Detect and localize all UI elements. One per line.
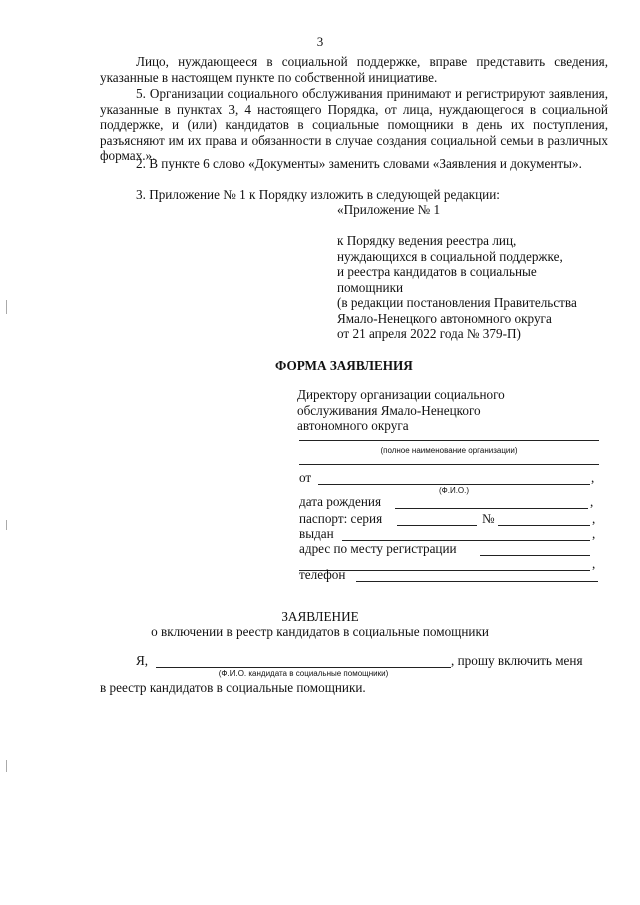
appendix-line: Ямало-Ненецкого автономного округа — [337, 310, 552, 326]
candidate-name-line[interactable] — [156, 667, 451, 668]
phone-label: телефон — [299, 567, 346, 582]
comma: , — [591, 470, 595, 485]
org-hint: (полное наименование организации) — [380, 446, 518, 455]
address-line[interactable] — [480, 555, 590, 556]
scan-mark — [6, 300, 7, 314]
fio-line[interactable] — [318, 484, 590, 485]
paragraph-4: 3. Приложение № 1 к Порядку изложить в следующей редакции: — [136, 187, 500, 202]
appendix-caption — [337, 233, 577, 342]
from-label: от — [299, 470, 312, 485]
statement-title: ЗАЯВЛЕНИЕ — [281, 609, 359, 624]
phone-line[interactable] — [356, 581, 598, 582]
comma: , — [592, 511, 596, 526]
org-name-line-2[interactable] — [299, 464, 599, 465]
addressee-line: обслуживания Ямало-Ненецкого — [297, 402, 481, 418]
passport-series-label: паспорт: серия — [299, 511, 383, 526]
issued-label: выдан — [299, 526, 334, 541]
comma: , — [592, 526, 596, 541]
scan-mark — [6, 520, 7, 530]
paragraph-2: 5. Организации социального обслуживания принимают и регистрируют заявления, указанные в пунктах 3, 4 настоящего Порядка, от лица, нуждающегося в социальной поддержке, и (или) кандидатов в социальные помощники в день их поступления, разъясняют им их права и обязанности в случае создания социальной семьи в различных формах.». — [100, 86, 608, 163]
passport-series-line[interactable] — [397, 525, 477, 526]
page-number: 3 — [316, 34, 324, 49]
statement-continuation: в реестр кандидатов в социальные помощники. — [100, 680, 366, 695]
paragraph-1: Лицо, нуждающееся в социальной поддержке, вправе представить сведения, указанные в настоящем пункте по собственной инициативе. — [100, 54, 608, 85]
request-text: , прошу включить меня — [451, 653, 583, 668]
scan-mark — [6, 760, 7, 772]
comma: , — [590, 494, 594, 509]
passport-no-label: № — [482, 511, 495, 526]
addressee — [297, 387, 505, 434]
candidate-hint: (Ф.И.О. кандидата в социальные помощники) — [218, 669, 389, 678]
birth-date-label: дата рождения — [299, 494, 382, 509]
passport-no-line[interactable] — [498, 525, 590, 526]
appendix-line: и реестра кандидатов в социальные — [337, 264, 537, 279]
appendix-line: от 21 апреля 2022 года № 379-П) — [337, 326, 521, 341]
appendix-line: (в редакции постановления Правительства — [337, 295, 577, 310]
appendix-line: к Порядку ведения реестра лиц, — [337, 233, 517, 248]
address-label: адрес по месту регистрации — [299, 541, 457, 556]
addressee-line: Директору организации социального — [297, 387, 505, 402]
birth-date-line[interactable] — [395, 508, 588, 509]
i-label: Я, — [136, 653, 149, 668]
statement-subtitle: о включении в реестр кандидатов в социальные помощники — [151, 624, 489, 639]
appendix-line: помощники — [337, 279, 404, 295]
appendix-title: «Приложение № 1 — [337, 202, 441, 217]
addressee-line: автономного округа — [297, 418, 409, 433]
appendix-line: нуждающихся в социальной поддержке, — [337, 248, 563, 264]
comma: , — [592, 556, 596, 571]
paragraph-3: 2. В пункте 6 слово «Документы» заменить словами «Заявления и документы». — [136, 156, 582, 171]
form-title: ФОРМА ЗАЯВЛЕНИЯ — [275, 358, 413, 373]
fio-hint: (Ф.И.О.) — [438, 486, 470, 495]
org-name-line[interactable] — [299, 440, 599, 441]
